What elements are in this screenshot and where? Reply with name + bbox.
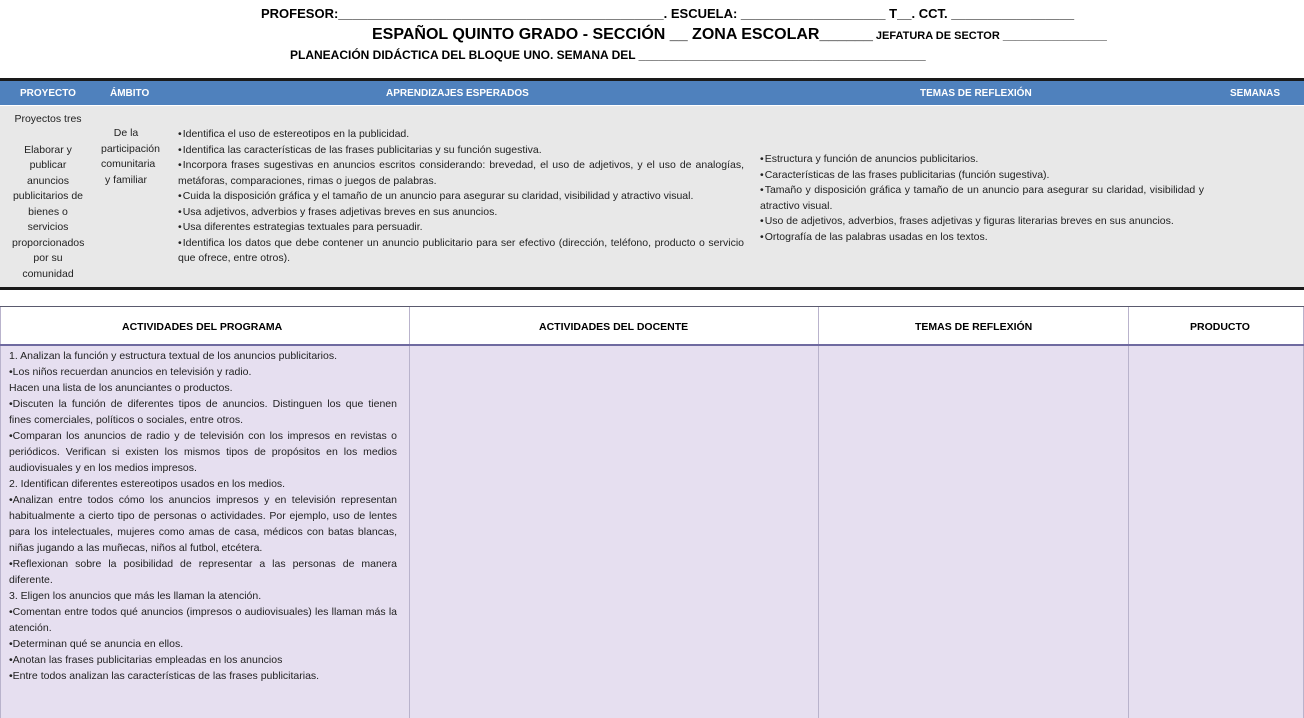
aprendizajes-list [178, 127, 744, 267]
actividad-item: •Analizan entre todos cómo los anuncios impresos y en televisión representan habitualmente a cierto tipo de personas o actividades. Por ejemplo, uso de lentes para los intelectuales, mujeres como amas de casa, médicos con batas blancas, niñas jugando a las muñecas, niños al futbol, etcétera. [9, 494, 397, 554]
col-actividades-programa: ACTIVIDADES DEL PROGRAMA [122, 321, 283, 333]
aprendizaje-item: • Cuida la disposición gráfica y el tamaño de un anuncio para asegurar su claridad, visibilidad y atractivo visual. [178, 189, 744, 205]
actividad-item: 2. Identifican diferentes estereotipos usados en los medios. [9, 478, 286, 490]
activities-table [0, 306, 1304, 718]
proyecto-cell [8, 112, 88, 282]
temas-list [760, 152, 1204, 245]
actividades-docente-cell [410, 346, 819, 718]
header-title-main: ESPAÑOL QUINTO GRADO - SECCIÓN __ ZONA ESCOLAR______ [372, 26, 873, 43]
header-title-line [372, 26, 1304, 44]
actividad-item: •Anotan las frases publicitarias empleadas en los anuncios [9, 654, 283, 666]
tema-item: • Uso de adjetivos, adverbios, frases adjetivas y figuras literarias breves en sus anuncios. [760, 214, 1204, 230]
actividad-item: •Discuten la función de diferentes tipos de anuncios. Distinguen los que tienen fines comerciales, políticos o sociales, entre otros. [9, 398, 397, 426]
proyecto-label: Proyectos tres [14, 113, 82, 125]
header-profesor-line: PROFESOR:_____________________________________________. ESCUELA: ____________________ T__. CCT. _________________ [261, 6, 1075, 21]
actividad-item: •Comparan los anuncios de radio y de televisión con los impresos en revistas o periódicos. Verifican si existen los mismos tipos de propósitos en los medios audiovisuales y en los medios impresos. [9, 430, 397, 474]
col-temas-reflexion: TEMAS DE REFLEXIÓN [915, 321, 1033, 333]
actividad-item: •Entre todos analizan las características de las frases publicitarias. [9, 670, 320, 682]
temas-reflexion-cell [819, 346, 1129, 718]
planning-table-header [0, 81, 1304, 106]
header-jefatura: JEFATURA DE SECTOR _________________ [872, 30, 1107, 42]
col-aprendizajes: APRENDIZAJES ESPERADOS [386, 88, 529, 99]
col-actividades-docente: ACTIVIDADES DEL DOCENTE [539, 321, 689, 333]
aprendizaje-item: • Identifica el uso de estereotipos en la publicidad. [178, 127, 744, 143]
col-ambito: ÁMBITO [110, 88, 150, 99]
col-proyecto: PROYECTO [20, 88, 76, 99]
actividad-item: •Reflexionan sobre la posibilidad de representar a las personas de manera diferente. [9, 558, 397, 586]
ambito-cell: De la participación comunitaria y familiar [101, 127, 160, 186]
producto-cell [1129, 346, 1304, 718]
aprendizaje-item: • Identifica los datos que debe contener un anuncio publicitario para ser efectivo (dirección, teléfono, producto o servicio que ofrece, entre otros). [178, 236, 744, 267]
aprendizaje-item: • Incorpora frases sugestivas en anuncios escritos considerando: brevedad, el uso de adjetivos, y el uso de analogías, metáforas, comparaciones, rimas o juegos de palabras. [178, 158, 744, 189]
aprendizaje-item: • Identifica las características de las frases publicitarias y su función sugestiva. [178, 143, 744, 159]
aprendizaje-item: • Usa diferentes estrategias textuales para persuadir. [178, 220, 744, 236]
actividad-item: Hacen una lista de los anunciantes o productos. [9, 382, 233, 394]
actividad-item: 3. Eligen los anuncios que más les llaman la atención. [9, 590, 262, 602]
col-producto: PRODUCTO [1190, 321, 1250, 333]
activities-table-row [0, 346, 1304, 718]
actividades-programa-cell [0, 346, 410, 718]
actividad-item: •Los niños recuerdan anuncios en televisión y radio. [9, 366, 252, 378]
col-semanas: SEMANAS [1230, 88, 1281, 99]
aprendizaje-item: • Usa adjetivos, adverbios y frases adjetivas breves en sus anuncios. [178, 205, 744, 221]
actividad-item: •Comentan entre todos qué anuncios (impresos o audiovisuales) les llaman más la atención. [9, 606, 397, 634]
header-planeacion-line: PLANEACIÓN DIDÁCTICA DEL BLOQUE UNO. SEMANA DEL ___________________________________________ [290, 48, 926, 62]
tema-item: • Estructura y función de anuncios publicitarios. [760, 152, 1204, 168]
tema-item: • Tamaño y disposición gráfica y tamaño de un anuncio para asegurar su claridad, visibilidad y atractivo visual. [760, 183, 1204, 214]
tema-item: • Ortografía de las palabras usadas en los textos. [760, 230, 1204, 246]
actividad-item: •Determinan qué se anuncia en ellos. [9, 638, 184, 650]
tema-item: • Características de las frases publicitarias (función sugestiva). [760, 168, 1204, 184]
actividad-item: 1. Analizan la función y estructura textual de los anuncios publicitarios. [9, 350, 338, 362]
activities-table-header [0, 307, 1304, 346]
planning-table-row [0, 106, 1304, 288]
planning-table [0, 78, 1304, 290]
col-temas: TEMAS DE REFLEXIÓN [920, 88, 1032, 99]
proyecto-text: Elaborar y publicar anuncios publicitarios de bienes o servicios proporcionados por su comunidad [12, 143, 85, 280]
actividades-list [9, 348, 397, 684]
